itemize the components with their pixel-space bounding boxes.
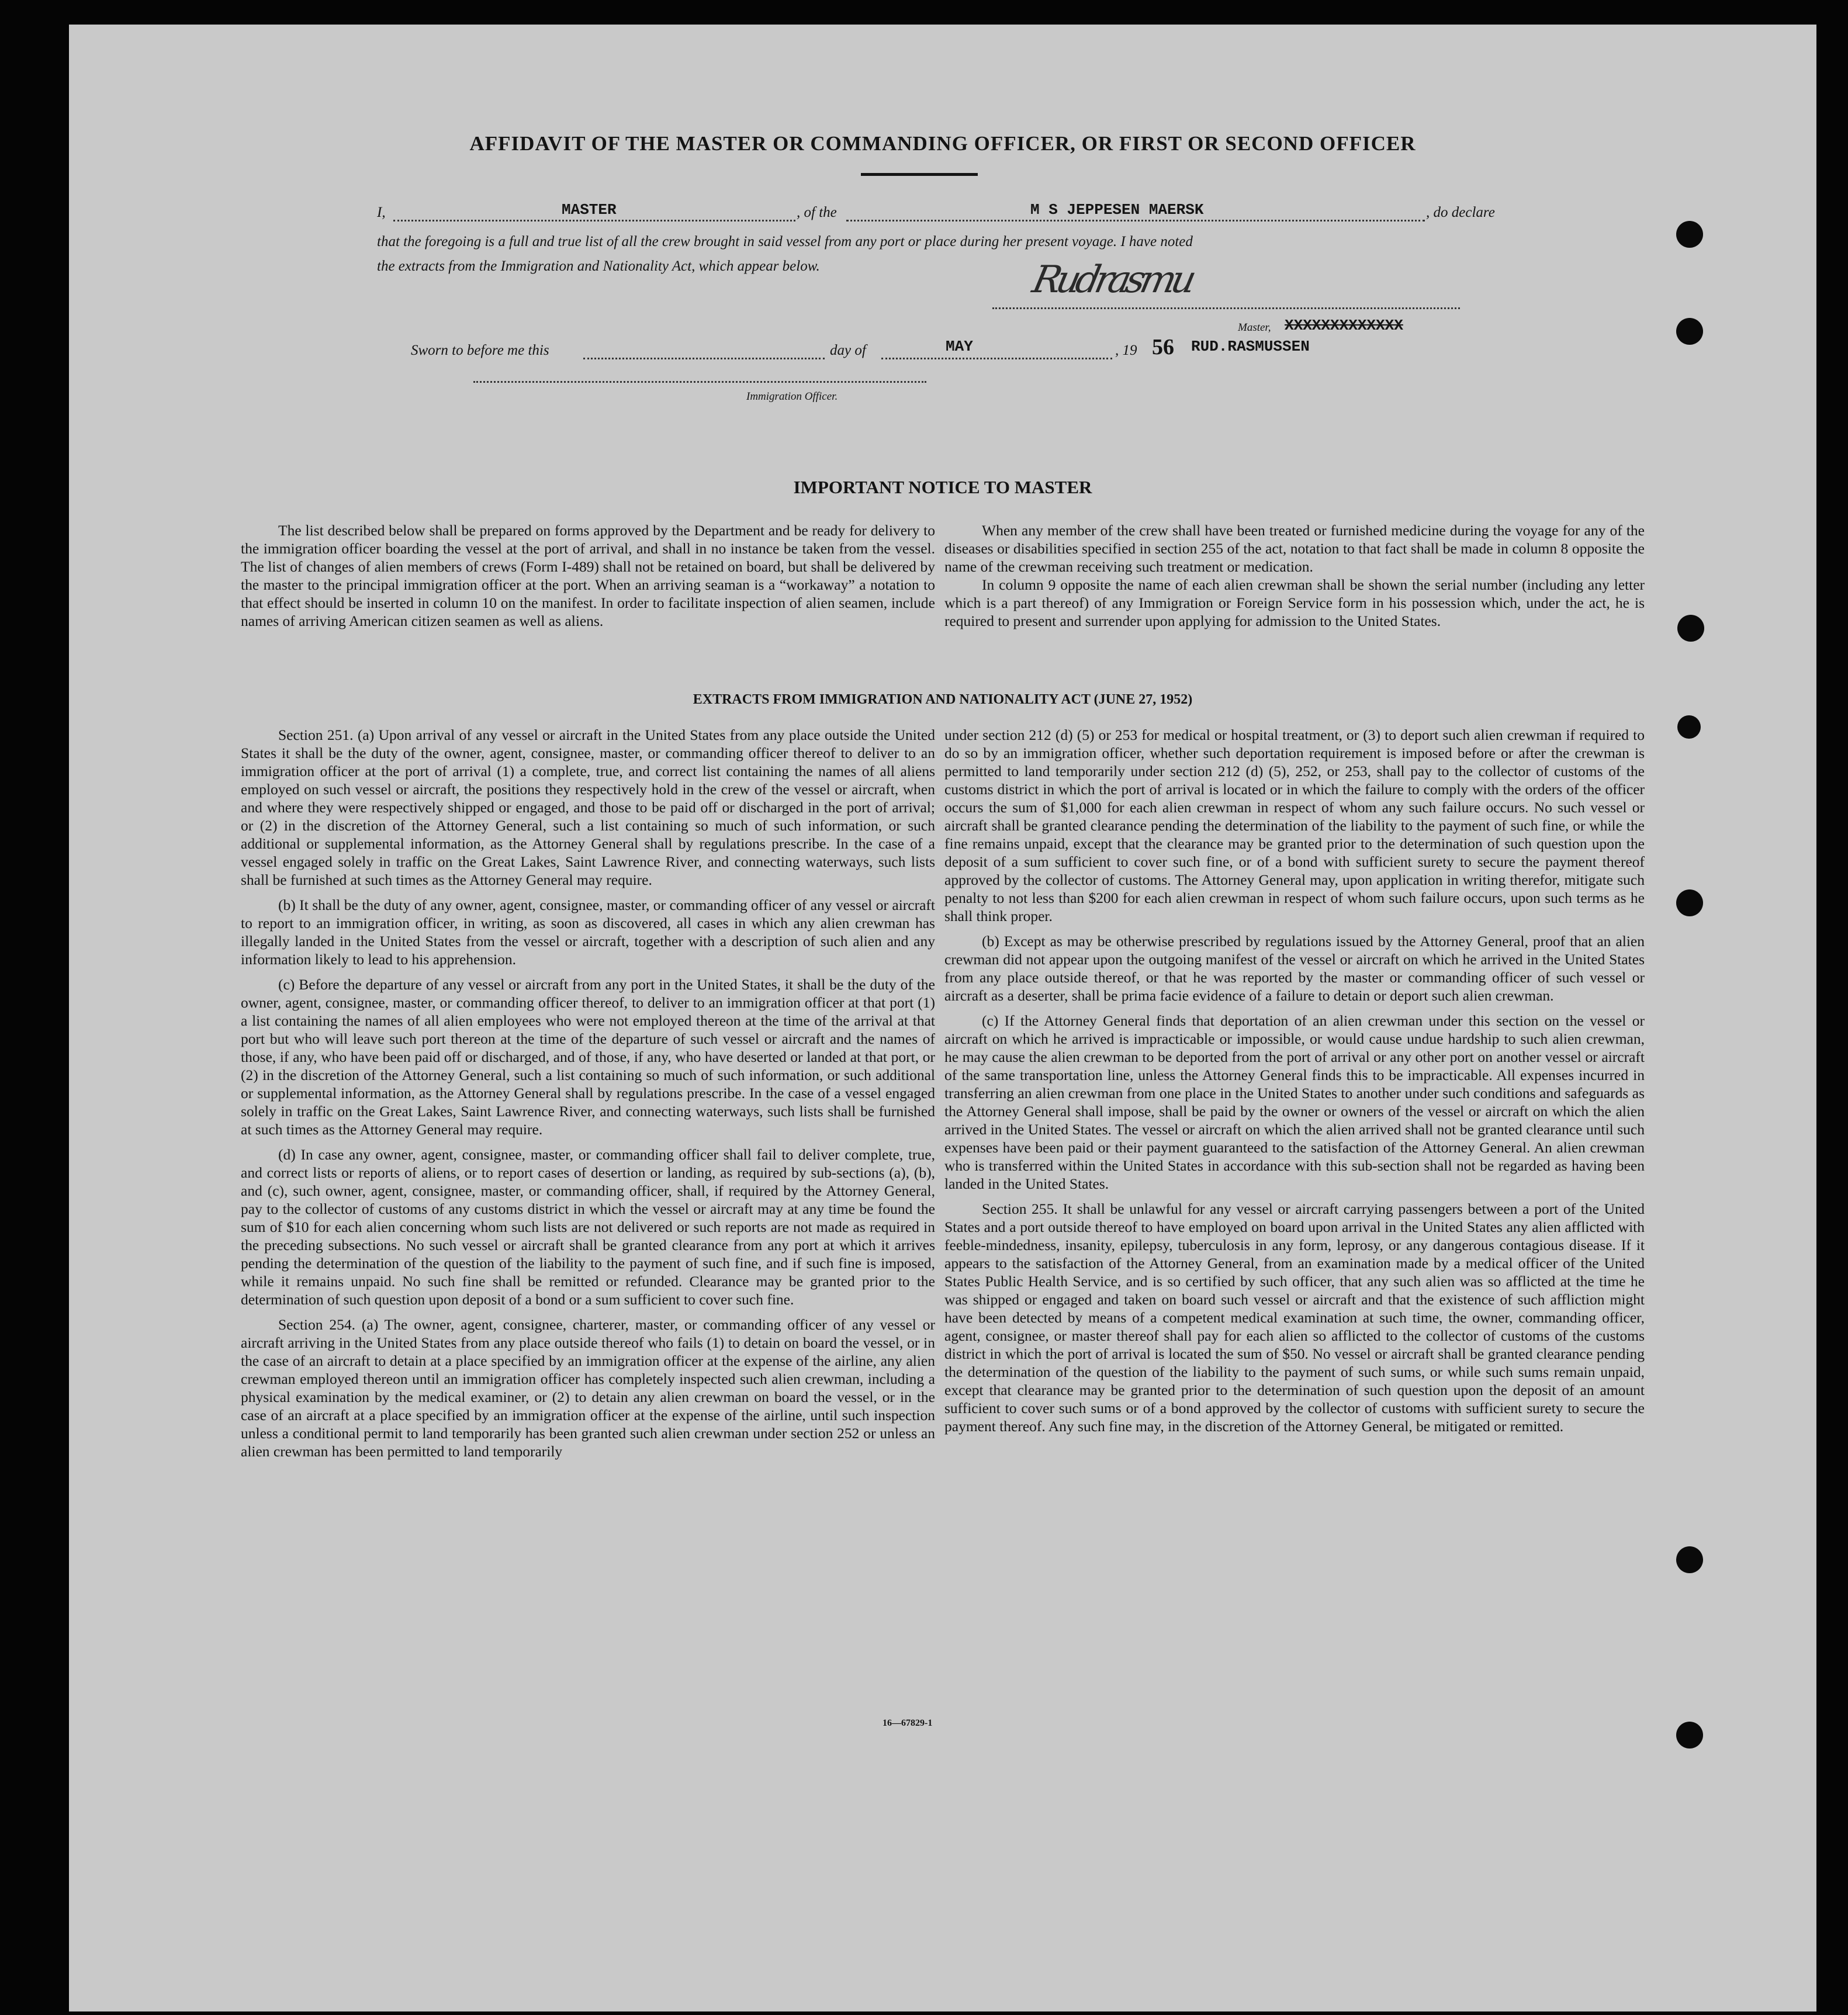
section-251b: (b) It shall be the duty of any owner, agent, consignee, master, or commanding officer of any vessel or aircraft to report to an immigration officer, in writing, as soon as discovered, all cases in which any alien crewman has illegally landed in the United States from the vessel or aircraft, together with a description of such alien and any information likely to lead to his apprehension. xyxy=(241,896,935,968)
year-prefix: , 19 xyxy=(1115,342,1137,358)
month-field-line xyxy=(881,339,1112,359)
notice-title: IMPORTANT NOTICE TO MASTER xyxy=(793,477,1092,497)
punch-hole xyxy=(1676,221,1703,248)
i-label: I, xyxy=(377,205,386,220)
notice-right-p2: In column 9 opposite the name of each alien crewman shall be shown the serial number (including any letter which is a part thereof) of any Immigration or Foreign Service form in his possession which, under the act, he is required to present and surrender upon applying for admission to the United States. xyxy=(944,576,1645,629)
title-rule xyxy=(861,173,978,176)
year-value: 56 xyxy=(1152,335,1174,359)
master-label: Master, xyxy=(1238,321,1271,334)
notice-right-column xyxy=(944,521,1645,637)
of-the-label: , of the xyxy=(797,205,837,220)
section-254a: Section 254. (a) The owner, agent, consignee, charterer, master, or commanding officer of any vessel or aircraft arriving in the United States from any place outside thereof who fails (1) to detain on board the vessel, or in the case of an aircraft to detain at a place specified by an immigration officer at the expense of the airline, any alien crewman employed thereon until an immigration officer has completely inspected such alien crewman, including a physical examination by the medical examiner, or (2) to detain any alien crewman on board the vessel, or in the case of an aircraft at a place specified by an immigration officer at the expense of the airline, until such inspection unless a conditional permit to land temporarily has been granted such alien crewman under section 252 or unless an alien crewman has been permitted to land temporarily xyxy=(241,1316,935,1460)
punch-hole xyxy=(1677,715,1701,739)
extracts-right-column xyxy=(944,726,1645,1442)
statement-line-2: the extracts from the Immigration and Nationality Act, which appear below. xyxy=(377,258,820,274)
do-declare-label: , do declare xyxy=(1426,205,1495,220)
immigration-officer-label: Immigration Officer. xyxy=(746,390,838,403)
master-signature: Rudrasmu xyxy=(1029,258,1196,302)
section-255: Section 255. It shall be unlawful for any vessel or aircraft carrying passengers between a port of the United States and a port outside thereof to have employed on board upon arrival in the United States any alien afflicted with feeble-mindedness, insanity, epilepsy, tuberculosis in any form, leprosy, or any dangerous contagious disease. If it appears to the satisfaction of the Attorney General, from an examination made by a medical officer of the United States Public Health Service, and is so certified by such officer, that any such alien was so afflicted at the time he was shipped or engaged and taken on board such vessel or aircraft and that the existence of such affliction might have been detected by means of a competent medical examination at such time, the owner, commanding officer, agent, consignee, or master thereof shall pay for each alien so afflicted to the collector of customs of the customs district in which the port of arrival is located the sum of $50. No vessel or aircraft shall be granted clearance pending the determination of the question of the liability to the payment of such sums, or while such sums remain unpaid, except that clearance may be granted prior to the determination of such question upon the deposit of an amount sufficient to cover such sums or of a bond approved by the collector of customs with sufficient surety to secure the payment thereof. Any such fine may, in the discretion of the Attorney General, be mitigated or remitted. xyxy=(944,1200,1645,1435)
extracts-left-column xyxy=(241,726,935,1467)
officer-signature-line xyxy=(473,374,926,383)
sworn-label: Sworn to before me this xyxy=(411,342,549,358)
vessel-value: M S JEPPESEN MAERSK xyxy=(1030,201,1204,219)
punch-hole xyxy=(1676,318,1703,345)
section-254b: (b) Except as may be otherwise prescribed by regulations issued by the Attorney General, proof that an alien crewman did not appear upon the outgoing manifest of the vessel or aircraft on which he arrived in the United States from any place outside thereof, or that he was reported by the master or commanding officer of such vessel or aircraft as a deserter, shall be prima facie evidence of a failure to detain or deport such alien crewman. xyxy=(944,933,1645,1004)
name-value: MASTER xyxy=(562,201,617,219)
section-254a-continued: under section 212 (d) (5) or 253 for medical or hospital treatment, or (3) to deport such alien crewman if required to do so by an immigration officer, whether such deportation requirement is imposed before or after the crewman is permitted to land temporarily under section 212 (d) (5), 252, or 253, shall pay to the collector of customs of the customs district in which the port of arrival is located or in which the failure to comply with the orders of the officer occurs the sum of $1,000 for each alien crewman in respect of whom any such failure occurs. No such vessel or aircraft shall be granted clearance pending the determination of the liability to the payment of such fine, or while the fine remains unpaid, except that the clearance may be granted prior to the determination of such question upon the deposit of a sum sufficient to cover such fine, or of a bond with sufficient surety to secure the payment thereof approved by the collector of customs. The Attorney General may, upon application in writing therefor, mitigate such penalty to not less than $200 for each alien crewman in respect of whom such failure occurs, upon such terms as he shall think proper. xyxy=(944,726,1645,925)
section-251c: (c) Before the departure of any vessel or aircraft from any port in the United States, it shall be the duty of the owner, agent, consignee, master, or commanding officer thereof, to deliver to an immigration officer at that port (1) a list containing the names of all alien employees who were not employed thereon at the time of the arrival at that port but who will leave such port thereon at the time of the departure of such vessel or aircraft and the names of those, if any, who have been paid off or discharged, and of those, if any, who have deserted or landed at that port, or (2) in the discretion of the Attorney General, such a list containing so much of such information, or such additional or supplemental information, as the Attorney General shall by regulations prescribe. In the case of a vessel engaged solely in traffic on the Great Lakes, Saint Lawrence River, and connecting waterways, such lists shall be furnished at such times as the Attorney General may require. xyxy=(241,976,935,1138)
master-struck-text: XXXXXXXXXXXXX xyxy=(1285,317,1403,334)
affidavit-title: AFFIDAVIT OF THE MASTER OR COMMANDING OFFICER, OR FIRST OR SECOND OFFICER xyxy=(469,132,1416,155)
day-of-label: day of xyxy=(830,342,866,358)
notice-right-p1: When any member of the crew shall have been treated or furnished medicine during the voyage for any of the diseases or disabilities specified in section 255 of the act, notation to that fact shall be made in column 8 opposite the name of the crewman receiving such treatment or medication. xyxy=(944,522,1645,575)
sworn-day-line xyxy=(583,339,825,359)
section-254c: (c) If the Attorney General finds that deportation of an alien crewman under this section on the vessel or aircraft on which he arrived is impracticable or impossible, or would cause undue hardship to such alien crewman, he may cause the alien crewman to be deported from the port of arrival or any other port on another vessel or aircraft of the same transportation line, unless the Attorney General finds this to be impracticable. All expenses incurred in transferring an alien crewman from one place in the United States to another under such conditions and safeguards as the Attorney General shall impose, shall be paid by the owner or owners of the vessel or aircraft on which the alien arrived in the United States. The vessel or aircraft on which the alien arrived shall not be granted clearance until such expenses have been paid or their payment guaranteed to the satisfaction of the Attorney General. An alien crewman who is transferred within the United States in accordance with this sub-section shall not be regarded as having been landed in the United States. xyxy=(944,1012,1645,1192)
signature-line xyxy=(992,300,1460,309)
section-251a: Section 251. (a) Upon arrival of any vessel or aircraft in the United States from any place outside the United States it shall be the duty of the owner, agent, consignee, master, or commanding officer thereof to deliver to an immigration officer at the port of arrival (1) a complete, true, and correct list containing the names of all aliens employed on such vessel or aircraft, the positions they respectively hold in the crew of the vessel or aircraft, when and where they were respectively shipped or engaged, and those to be paid off or discharged in the port of arrival; or (2) in the discretion of the Attorney General, such a list containing so much of such information, or such additional or supplemental information, as the Attorney General shall by regulations prescribe. In the case of a vessel engaged solely in traffic on the Great Lakes, Saint Lawrence River, and connecting waterways, such lists shall be furnished at such times as the Attorney General may require. xyxy=(241,726,935,888)
punch-hole xyxy=(1676,1722,1703,1749)
punch-hole xyxy=(1676,889,1703,916)
month-value: MAY xyxy=(946,338,973,355)
extracts-title: EXTRACTS FROM IMMIGRATION AND NATIONALITY ACT (JUNE 27, 1952) xyxy=(693,692,1193,707)
notice-left-column xyxy=(241,521,935,637)
punch-hole xyxy=(1677,615,1704,642)
statement-line-1: that the foregoing is a full and true list of all the crew brought in said vessel from any port or place during her present voyage. I have noted xyxy=(377,234,1193,250)
notice-left-text: The list described below shall be prepared on forms approved by the Department and be ready for delivery to the immigration officer boarding the vessel at the port of arrival, and shall in no instance be taken from the vessel. The list of changes of alien members of crews (Form I-489) shall not be retained on board, but shall be delivered by the master to the principal immigration officer at the port. When an arriving seaman is a “workaway” a notation to that effect should be inserted in column 10 on the manifest. In order to facilitate inspection of alien seamen, include names of arriving American citizen seamen as well as aliens. xyxy=(241,522,935,629)
punch-hole xyxy=(1676,1546,1703,1573)
form-number: 16—67829-1 xyxy=(883,1718,933,1728)
signer-value: RUD.RASMUSSEN xyxy=(1191,338,1310,355)
section-251d: (d) In case any owner, agent, consignee, master, or commanding officer shall fail to deliver complete, true, and correct lists or reports of aliens, or to report cases of desertion or landing, as required by sub-sections (a), (b), and (c), such owner, agent, consignee, master, or commanding officer, shall, if required by the Attorney General, pay to the collector of customs of any customs district in which the vessel or aircraft may at any time be found the sum of $10 for each alien concerning whom such lists are not delivered or such reports are not made as required in the preceding subsections. No such vessel or aircraft shall be granted clearance from any port at which it arrives pending the determination of the question of the liability to the payment of such fine, and if such fine is imposed, while it remains unpaid. No such fine shall be remitted or refunded. Clearance may be granted prior to the determination of such question upon deposit of a bond or a sum sufficient to cover such fine. xyxy=(241,1146,935,1308)
document-page xyxy=(69,25,1816,2011)
